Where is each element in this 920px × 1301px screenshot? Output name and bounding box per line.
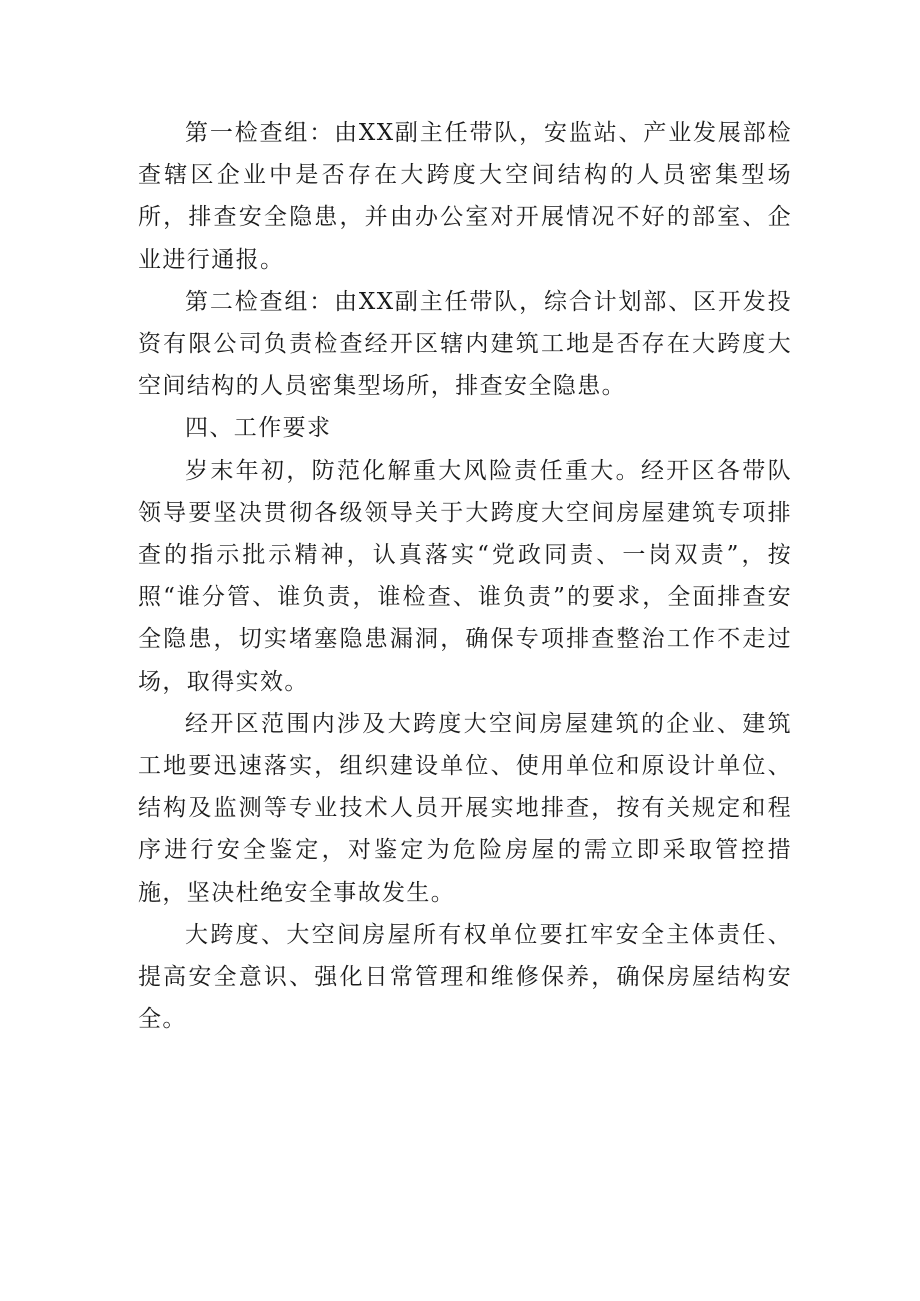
paragraph-year-end-risk: 岁末年初，防范化解重大风险责任重大。经开区各带队领导要坚决贯彻各级领导关于大跨度大空间房屋建筑专项排查的指示批示精神，认真落实“党政同责、一岗双责”，按照“谁分管、谁负责，谁检查、谁负责”的要求，全面排查安全隐患，切实堵塞隐患漏洞，确保专项排查整治工作不走过场，取得实效。	[138, 457, 792, 695]
paragraph-second-inspection-group: 第二检查组：由XX副主任带队，综合计划部、区开发投资有限公司负责检查经开区辖内建筑工地是否存在大跨度大空间结构的人员密集型场所，排查安全隐患。	[138, 288, 792, 400]
paragraph-owner-responsibility: 大跨度、大空间房屋所有权单位要扛牢安全主体责任、提高安全意识、强化日常管理和维修保养，确保房屋结构安全。	[138, 921, 792, 1033]
paragraph-first-inspection-group: 第一检查组：由XX副主任带队，安监站、产业发展部检查辖区企业中是否存在大跨度大空间结构的人员密集型场所，排查安全隐患，并由办公室对开展情况不好的部室、企业进行通报。	[138, 120, 792, 273]
section-heading-work-requirements: 四、工作要求	[185, 415, 332, 442]
paragraph-enterprise-implementation: 经开区范围内涉及大跨度大空间房屋建筑的企业、建筑工地要迅速落实，组织建设单位、使用单位和原设计单位、结构及监测等专业技术人员开展实地排查，按有关规定和程序进行安全鉴定，对鉴定为危险房屋的需立即采取管控措施，坚决杜绝安全事故发生。	[138, 710, 792, 906]
document-body	[138, 112, 792, 1040]
